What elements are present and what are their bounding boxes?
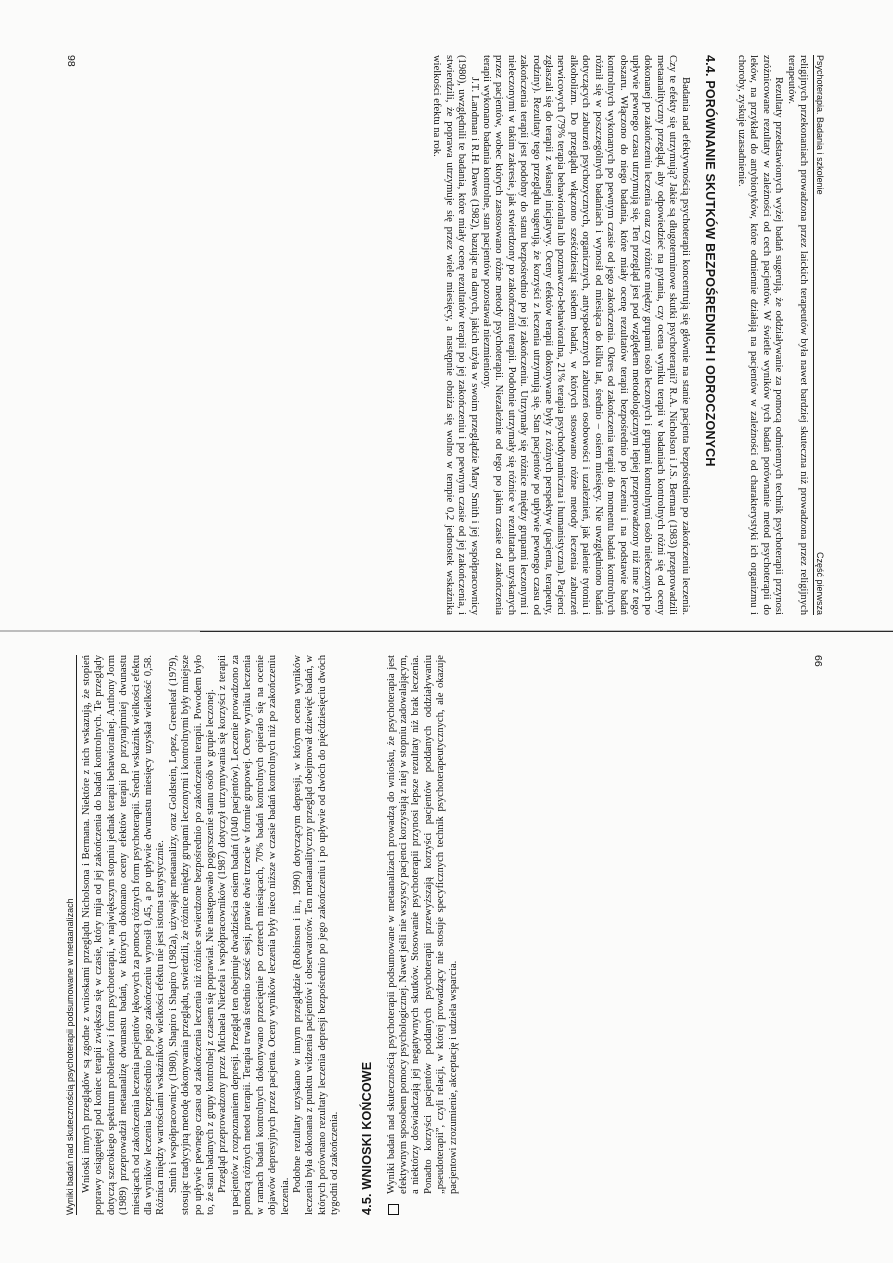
header-book-title: Psychoterapia. Badania i szkolenie <box>815 55 825 195</box>
page-number: 99 <box>813 655 825 667</box>
left-page <box>65 55 825 615</box>
right-page <box>65 655 825 1215</box>
paragraph: Smith i współpracownicy (1980), Shapiro i Shapiro (1982a), używając metaanalizy, oraz Goldstein, Lopez, Greenleaf (1979), stosując tradycyjną metodę dokonywania przeglądu, stwierdzili, że różnice między grupami leczonymi i kontrolnymi były mniejsze po upływie pewnego czasu od zakończenia leczenia niż różnice stwierdzone bezpośrednio po zakończeniu terapii. Powodem było to, że stan badanych z grupy kontrolnej z czasem się poprawiał. Nie następowało pogorszenie stanu osób w grupie leczonej. <box>167 655 217 1215</box>
gutter-line <box>200 631 893 632</box>
paragraph: Podobne rezultaty uzyskano w innym przeglądzie (Robinson i in., 1990) dotyczącym depresji, w którym ocena wyników leczenia była dokonana z punktu widzenia pacjentów i obserwatorów. Ten metaanalityczny przegląd obejmował dziewięć badań, w których porównano rezultaty leczenia depresji bezpośrednio po jego zakończeniu i po upływie od dwóch do pięćdziesięciu dwóch tygodni od zakończenia. <box>291 655 341 1215</box>
checkbox-bullet-icon <box>388 1204 399 1215</box>
paragraph: Rezultaty przedstawionych wyżej badań sugerują, że oddziaływanie za pomocą odmiennych technik psychoterapii przynosi zróżnicowane rezultaty w zależności od cech pacjentów. W świetle wyników tych badań porównanie metod psychoterapii do leków, na przykład do antybiotyków, które odmiennie działają na pacjentów w zależności od charakterystyki ich organizmu i choroby, zyskuje uzasadnienie. <box>735 55 785 615</box>
paragraph: Wnioski innych przeglądów są zgodne z wnioskami przeglądu Nicholsona i Bermana. Niektóre z nich wskazują, że stopień poprawy osiągniętej pod koniec terapii zwiększa się w czasie, który mija od jej zakończenia do badań kontrolnych. Te przeglądy dotyczą szerokiego spektrum problemów i form psychoterapii, w największym stopniu jednak terapii behawioralnej. Anthony Jorm (1989) przeprowadził metaanalizę dwunastu badań, w których dokonano oceny efektów terapii po przynajmniej dwunastu miesiącach od zakończenia leczenia pacjentów lękowych za pomocą różnych form psychoterapii. Średni wskaźnik wielkości efektu dla wyników leczenia bezpośrednio po jego zakończeniu wynosił 0,45, a po upływie dwunastu miesięcy uzyskał wielkość 0,58. Różnica między wartościami wskaźników wielkości efektu nie jest istotna statystycznie. <box>81 655 167 1215</box>
running-header <box>65 655 77 1215</box>
header-chapter-title: Wyniki badań nad skutecznością psychoterapii podsumowane w metaanalizach <box>65 898 75 1215</box>
paragraph: religijnych przekonaniach prowadzona przez laickich terapeutów była nawet bardziej skuteczna niż prowadzona przez religijnych terapeutów. <box>785 55 809 615</box>
section-heading: 4.5. WNIOSKI KOŃCOWE <box>359 1061 374 1215</box>
running-header <box>813 55 825 615</box>
conclusion-item <box>386 655 460 1215</box>
paragraph: Badania nad efektywnością psychoterapii koncentrują się głównie na stanie pacjenta bezpośrednio po zakończeniu leczenia. Czy te efekty się utrzymują? Jakie są długoterminowe skutki psychoterapii? R.A. Nicholson i J.S. Berman (1983) przeprowadzili metaanalityczny przegląd, aby odpowiedzieć na pytania, czy ocena wyniku terapii w badaniach kontrolnych różni się od oceny dokonanej po zakończeniu leczenia oraz czy różnice między grupami osób leczonych i grupami kontrolnymi osób nieleczonych po upływie pewnego czasu utrzymują się. Ten przegląd jest pod względem metodologicznym lepiej przeprowadzony niż inne z tego obszaru. Włączono do niego badania, które miały ocenę rezultatów terapii bezpośrednio po leczeniu i na podstawie badań kontrolnych wykonanych po pewnym czasie od jego zakończenia. Okres od zakończenia terapii do momentu badań kontrolnych różnił się w poszczególnych badaniach i wynosił od miesiąca do kilku lat, średnio – osiem miesięcy. Nie uwzględniono badań dotyczących zaburzeń psychozycznych, organicznych, antyspołecznych zaburzeń osobowości i uzależnień, jak palenie tytoniu i alkoholizm. Do przeglądu włączono sześćdziesiąt siedem badań, w których stosowano różne metody leczenia zaburzeń nerwicowych (79% terapia behawioralna lub poznawczo-behawioralna, 21% terapia psychodynamiczna i humanistyczna). Pacjenci zgłaszali się do terapii z własnej inicjatywy. Oceny efektów terapii dokonywane były z różnych perspektyw (pacjenta, terapeuty, rodziny). Rezultaty tego przeglądu sugerują, że korzyści z leczenia utrzymują się. Stan pacjentów po upływie pewnego czasu od zakończenia terapii jest podobny do stanu bezpośrednio po jej zakończeniu. Utrzymały się różnice między grupami leczonymi i nieleczonymi w takim zakresie, jak stwierdzony po zakończeniu terapii. Podobnie utrzymały się różnice w rezultatach uzyskanych przez pacjentów, wobec których zastosowano różne metody psychoterapii. Niezależnie od tego po jakim czasie od zakończenia terapii wykonano badania kontrolne, stan pacjentów pozostawał niezmieniony. <box>481 55 691 615</box>
page-number: 98 <box>65 55 77 67</box>
paragraph: J.T. Landman i R.H. Dawes (1982), bazując na danych, jakich użyła w swoim przeglądzie Mary Smith i jej współpracownicy (1980), uwzględnili te badania, które miały ocenę rezultatów terapii po jej zakończeniu i po pewnym czasie od jej zakończenia, i stwierdzili, że poprawa utrzymuje się przez wiele miesięcy, a następnie obniża się wolno w tempie 0,2 jednostek wskaźnika wielkości efektu na rok. <box>431 55 480 615</box>
header-part: Część pierwsza <box>815 551 825 615</box>
section-heading: 4.4. PORÓWNANIE SKUTKÓW BEZPOŚREDNICH I ODROCZONYCH <box>702 55 717 467</box>
paragraph: Przegląd przeprowadzony przez Michaela Nietzela i współpracowników (1987) dotyczył utrzymywania się korzyści z terapii u pacjentów z rozpoznaniem depresji. Przegląd ten obejmuje dwadzieścia osiem badań (1040 pacjentów). Leczenie prowadzono za pomocą różnych metod terapii. Terapia trwała średnio sześć sesji, prawie dwie trzecie w formie grupowej. Oceny wyniku leczenia w ramach badań kontrolnych dokonywano przeciętnie po czterech miesiącach, 70% badań kontrolnych opierało się na ocenie objawów depresyjnych przez pacjenta. Oceny wyników leczenia były nieco niższe w czasie badań kontrolnych niż po zakończeniu leczenia. <box>217 655 291 1215</box>
paragraph: Wyniki badań nad skutecznością psychoterapii podsumowane w metaanalizach prowadzą do wniosku, że psychoterapia jest efektywnym sposobem pomocy psychologicznej. Nawet jeśli nie wszyscy pacjenci korzystają z niej w stopniu zadowalającym, a niektórzy doświadczają jej negatywnych skutków. Stosowanie psychoterapii przynosi lepsze rezultaty niż brak leczenia. Ponadto korzyści pacjentów poddanych psychoterapii przewyższają korzyści pacjentów poddanych oddziaływaniu „pseudoterapii”, czyli relacji, w której prowadzący nie stosuje specyficznych technik psychoterapeutycznych, ale okazuje pacjentowi zrozumienie, akceptację i udziela wsparcia. <box>385 655 459 1194</box>
